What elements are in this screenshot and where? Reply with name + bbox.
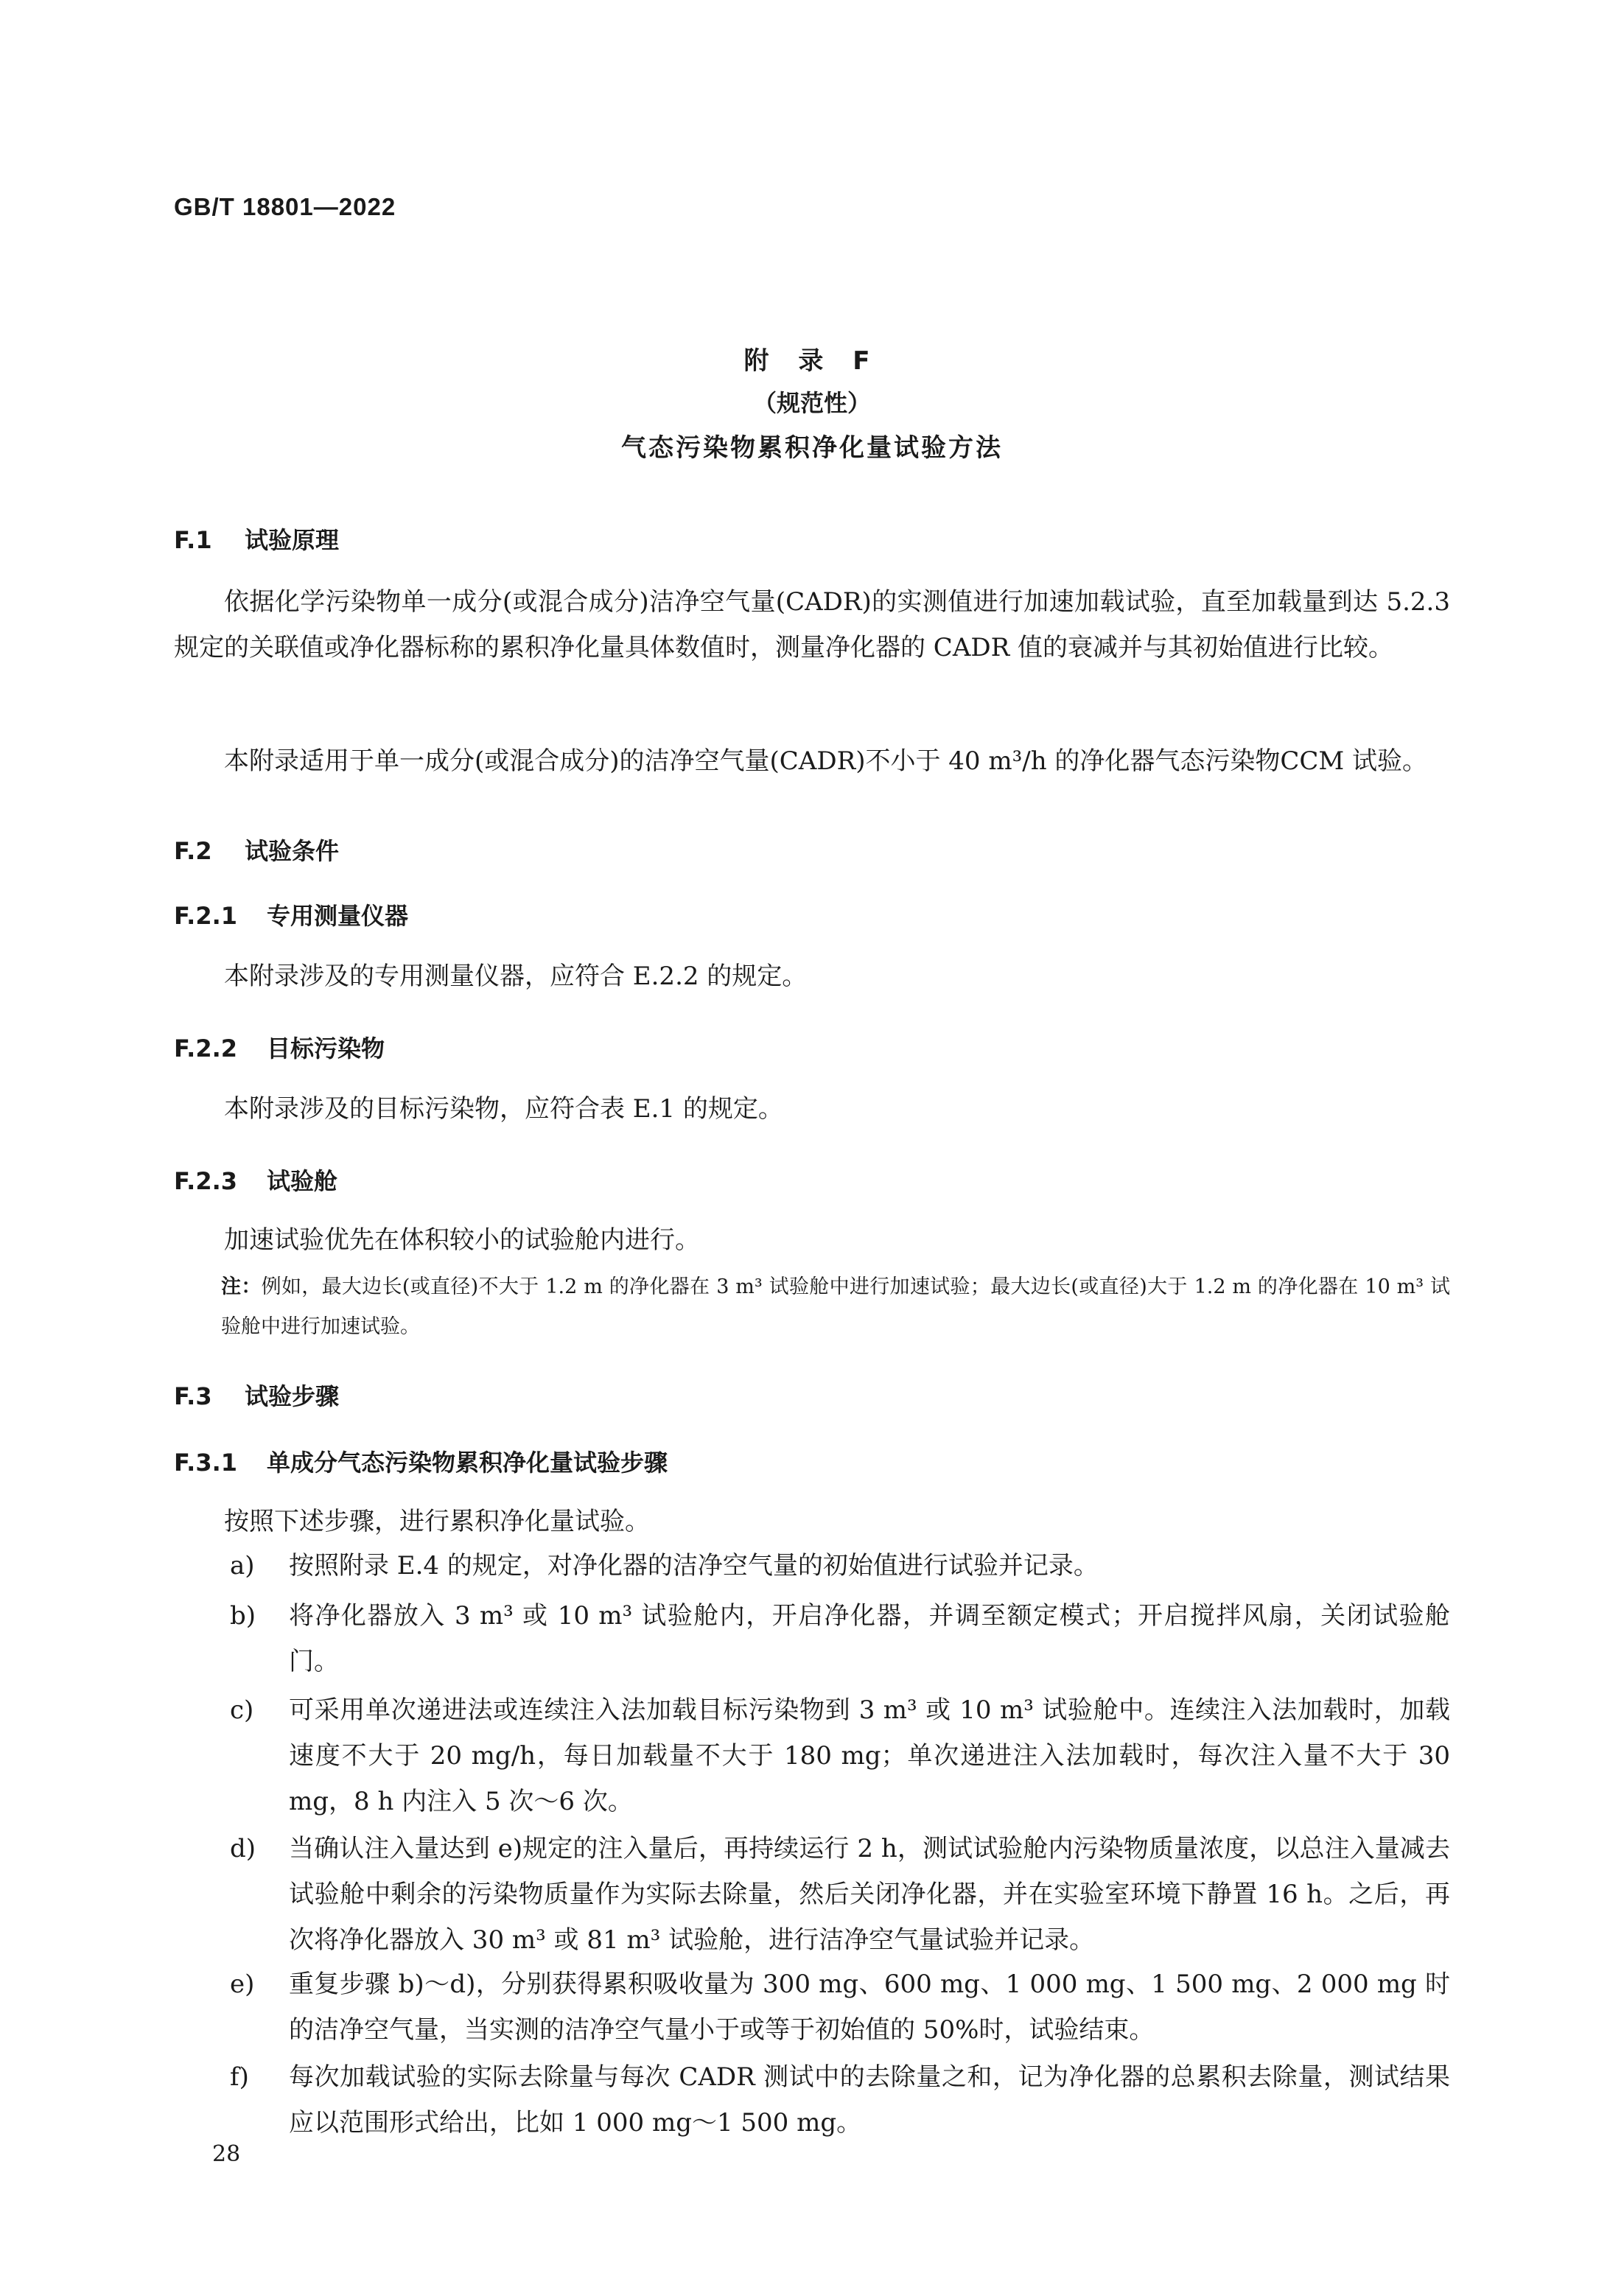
list-text: 重复步骤 b)～d)，分别获得累积吸收量为 300 mg、600 mg、1 000 mg、1 500 mg、2 000 mg 时的洁净空气量，当实测的洁净空气量小于或等于初始值的 50%时，试验结束。 xyxy=(289,1970,1450,2045)
section-heading-f22 xyxy=(174,1030,385,1064)
section-number: F.1 xyxy=(174,526,212,554)
note-label: 注： xyxy=(221,1275,262,1298)
section-title: 试验步骤 xyxy=(245,1382,340,1410)
list-text: 将净化器放入 3 m³ 或 10 m³ 试验舱内，开启净化器，并调至额定模式；开启搅拌风扇，关闭试验舱门。 xyxy=(289,1601,1450,1676)
list-text: 按照附录 E.4 的规定，对净化器的洁净空气量的初始值进行试验并记录。 xyxy=(289,1551,1099,1580)
section-title: 试验舱 xyxy=(267,1167,338,1195)
section-number: F.2.1 xyxy=(174,902,237,930)
list-marker: a) xyxy=(230,1551,255,1580)
section-title: 试验原理 xyxy=(245,526,340,554)
list-text: 每次加载试验的实际去除量与每次 CADR 测试中的去除量之和，记为净化器的总累积去除量，测试结果应以范围形式给出，比如 1 000 mg～1 500 mg。 xyxy=(289,2062,1450,2138)
paragraph: 本附录涉及的目标污染物，应符合表 E.1 的规定。 xyxy=(224,1094,783,1124)
list-marker: d) xyxy=(230,1834,256,1863)
page-number: 28 xyxy=(212,2141,241,2167)
section-title: 目标污染物 xyxy=(267,1035,385,1063)
appendix-name: 气态污染物累积净化量试验方法 xyxy=(621,433,1003,463)
section-title: 试验条件 xyxy=(245,837,340,865)
paragraph: 本附录适用于单一成分(或混合成分)的洁净空气量(CADR)不小于 40 m³/h 的净化器气态污染物CCM 试验。 xyxy=(224,746,1428,776)
list-marker: e) xyxy=(230,1970,255,1999)
section-title: 专用测量仪器 xyxy=(267,902,409,930)
section-number: F.3.1 xyxy=(174,1449,237,1477)
note-text: 例如，最大边长(或直径)不大于 1.2 m 的净化器在 3 m³ 试验舱中进行加速试验；最大边长(或直径)大于 1.2 m 的净化器在 10 m³ 试验舱中进行加速试验。 xyxy=(221,1275,1451,1338)
list-marker: f) xyxy=(230,2062,249,2092)
section-number: F.3 xyxy=(174,1382,212,1410)
list-marker: c) xyxy=(230,1695,254,1725)
paragraph: 依据化学污染物单一成分(或混合成分)洁净空气量(CADR)的实测值进行加速加载试验，直至加载量到达 5.2.3 规定的关联值或净化器标称的累积净化量具体数值时，测量净化器的 CADR 值的衰减并与其初始值进行比较。 xyxy=(174,587,1450,662)
section-heading-f2 xyxy=(174,833,339,867)
section-number: F.2.3 xyxy=(174,1167,237,1195)
section-heading-f1 xyxy=(174,522,339,556)
list-text: 当确认注入量达到 e)规定的注入量后，再持续运行 2 h，测试试验舱内污染物质量浓度，以总注入量减去试验舱中剩余的污染物质量作为实际去除量，然后关闭净化器，并在实验室环境下静置 16 h。之后，再次将净化器放入 30 m³ 或 81 m³ 试验舱，进行洁净空气量试验并记录。 xyxy=(289,1834,1450,1955)
section-number: F.2.2 xyxy=(174,1035,237,1063)
section-number: F.2 xyxy=(174,837,212,865)
list-marker: b) xyxy=(230,1601,256,1631)
section-heading-f31 xyxy=(174,1444,668,1478)
appendix-title: 附 录 F xyxy=(743,346,881,376)
paragraph: 加速试验优先在体积较小的试验舱内进行。 xyxy=(224,1225,700,1255)
paragraph: 按照下述步骤，进行累积净化量试验。 xyxy=(224,1507,650,1536)
section-title: 单成分气态污染物累积净化量试验步骤 xyxy=(267,1449,668,1477)
paragraph: 本附录涉及的专用测量仪器，应符合 E.2.2 的规定。 xyxy=(224,962,808,991)
appendix-type: （规范性） xyxy=(752,389,871,417)
section-heading-f23 xyxy=(174,1163,337,1197)
section-heading-f21 xyxy=(174,897,408,931)
document-header: GB/T 18801—2022 xyxy=(174,193,396,220)
list-text: 可采用单次递进法或连续注入法加载目标污染物到 3 m³ 或 10 m³ 试验舱中。连续注入法加载时，加载速度不大于 20 mg/h，每日加载量不大于 180 mg；单次递进注入法加载时，每次注入量不大于 30 mg，8 h 内注入 5 次～6 次。 xyxy=(289,1695,1450,1816)
section-heading-f3 xyxy=(174,1378,339,1412)
note xyxy=(221,1267,1450,1347)
